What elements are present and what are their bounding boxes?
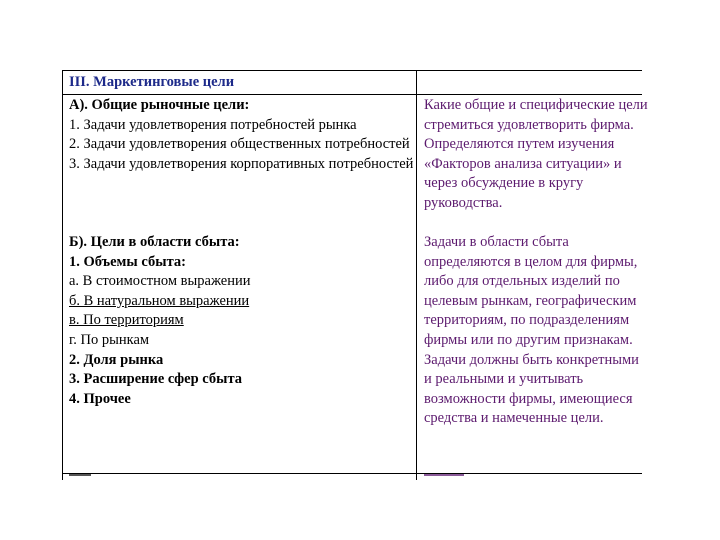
- note-line: «Факторов анализа ситуации» и: [424, 155, 622, 172]
- section-a-left: [69, 96, 413, 174]
- list-item: 3. Задачи удовлетворения корпоративных потребностей: [69, 155, 414, 172]
- note-line: территориям, по подразделениям: [424, 312, 630, 329]
- note-line: фирмы или по другим признакам.: [424, 331, 633, 348]
- note-line: через обсуждение в кругу: [424, 175, 584, 192]
- next-row-cutoff: [62, 472, 642, 480]
- list-item: 4. Прочее: [69, 390, 131, 407]
- table-column-divider: [416, 71, 417, 473]
- list-item: в. По территориям: [69, 312, 184, 329]
- section-b-note: [424, 233, 639, 429]
- list-item: б. В натуральном выражении: [69, 292, 250, 309]
- note-line: определяются в целом для фирмы,: [424, 253, 638, 270]
- note-line: стремиться удовлетворить фирма.: [424, 116, 634, 133]
- note-line: Задачи должны быть конкретными: [424, 351, 639, 368]
- section-b-left: [69, 233, 250, 409]
- table-left-border: [62, 71, 63, 473]
- note-line: руководства.: [424, 194, 503, 211]
- note-line: целевым рынкам, географическим: [424, 292, 637, 309]
- note-line: либо для отдельных изделий по: [424, 273, 620, 290]
- note-line: средства и намеченные цели.: [424, 410, 604, 427]
- list-item: 2. Доля рынка: [69, 351, 164, 368]
- note-line: и реальными и учитывать: [424, 371, 584, 388]
- note-line: возможности фирмы, имеющиеся: [424, 390, 633, 407]
- list-item: г. По рынкам: [69, 331, 150, 348]
- section-a-note: [424, 96, 648, 214]
- list-item: 3. Расширение сфер сбыта: [69, 371, 243, 388]
- note-line: Какие общие и специфические цели: [424, 97, 648, 113]
- section-a-heading: А). Общие рыночные цели:: [69, 97, 250, 113]
- table-header-title: III. Маркетинговые цели: [69, 74, 235, 90]
- note-line: Определяются путем изучения: [424, 136, 615, 153]
- note-line: Задачи в области сбыта: [424, 234, 569, 250]
- volume-heading: 1. Объемы сбыта:: [69, 253, 186, 270]
- list-item: 2. Задачи удовлетворения общественных потребностей: [69, 136, 410, 153]
- section-b-heading: Б). Цели в области сбыта:: [69, 234, 240, 250]
- list-item: а. В стоимостном выражении: [69, 273, 251, 290]
- marketing-goals-table: [62, 70, 648, 474]
- list-item: 1. Задачи удовлетворения потребностей рынка: [69, 116, 357, 133]
- header-row-divider: [62, 94, 642, 95]
